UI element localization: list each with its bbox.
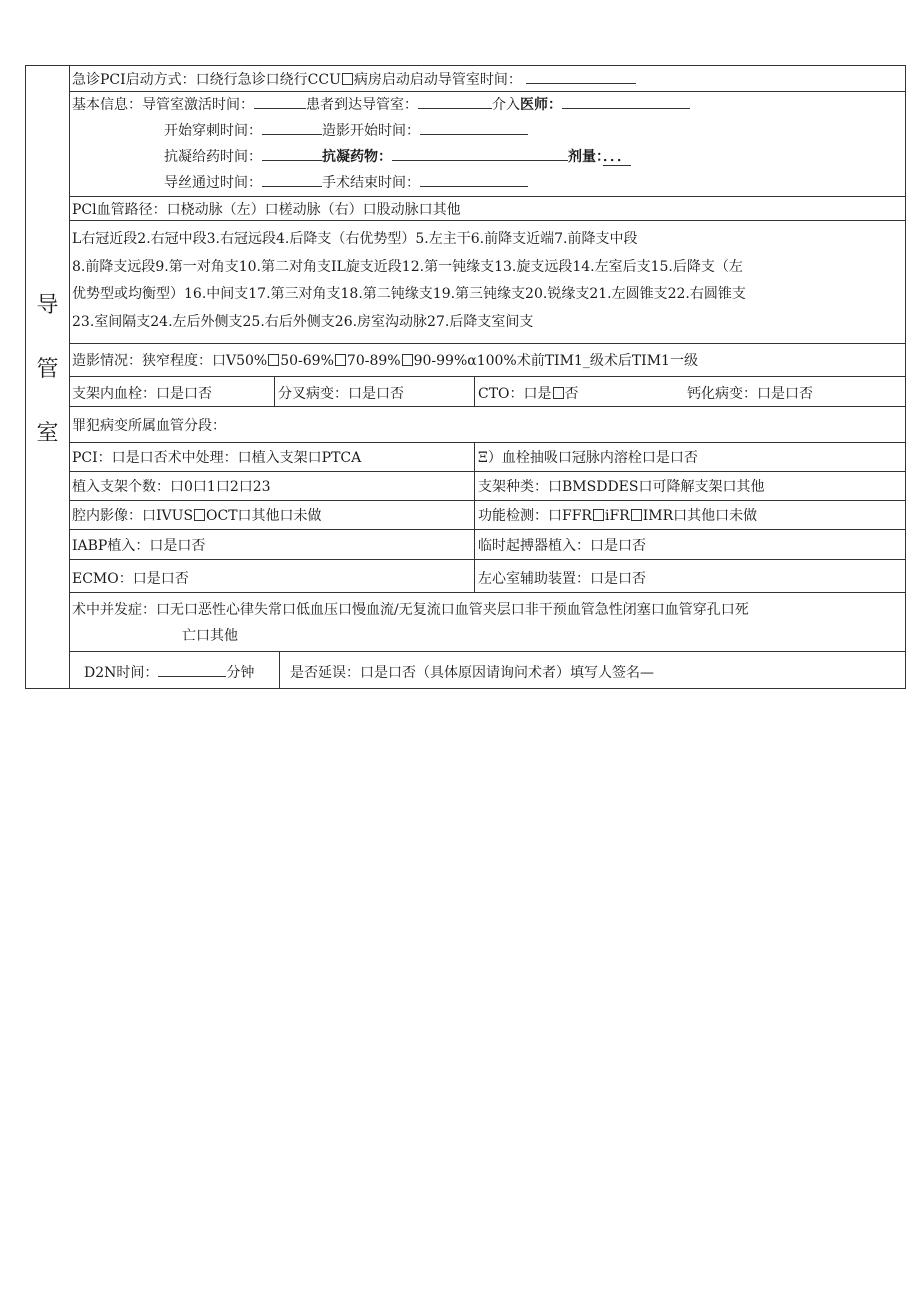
complications-text: 术中并发症：口无口恶性心律失常口低血压口慢血流/无复流口血管夹层口非干预血管急性闭塞口血管穿孔口死: [72, 602, 749, 618]
pci-route-text: PCl血管路径：口桡动脉（左）口槎动脉（右）口股动脉口其他: [72, 202, 461, 218]
iabp-text: IABP植入：口是口否: [72, 538, 206, 554]
pci-activation-row: [69, 66, 905, 92]
segment-line: 23.室间隔支24.左后外侧支25.右后外侧支26.房室沟动脉27.后降支室间支: [72, 314, 534, 330]
delay-text: 是否延误：口是口否（具体原因请询问术者）填写人签名—: [290, 665, 654, 681]
stent-thrombus-cell: [69, 377, 274, 406]
end-time-field[interactable]: [420, 174, 528, 187]
checkbox-icon[interactable]: [593, 509, 604, 521]
culprit-segment-row: [69, 407, 905, 443]
pci-cell: [69, 443, 474, 471]
pci-treatment-text: PCI：口是口否术中处理：口植入支架口PTCA: [72, 450, 362, 466]
checkbox-icon[interactable]: [631, 509, 642, 521]
basic-info-line-1: 基本信息：导管室激活时间： 患者到达导管室： 介入医师：: [72, 96, 690, 114]
pci-activation-text: 急诊PCI启动方式：口绕行急诊口绕行CCU 病房启动启动导管室时间：: [72, 71, 636, 89]
checkbox-icon[interactable]: [194, 509, 205, 521]
support-device-row: [69, 530, 905, 560]
ecmo-cell: [69, 560, 474, 592]
lvad-cell: [474, 560, 905, 592]
puncture-time-field[interactable]: [262, 122, 322, 135]
cto-calcify-cell: [474, 377, 905, 406]
catheter-lab-form: [25, 65, 906, 689]
lesion-features-row: [69, 377, 905, 407]
d2n-cell: [69, 652, 279, 688]
cto-text: CTO：口是 否: [478, 386, 579, 402]
pacemaker-cell: [474, 530, 905, 559]
basic-info-line-2: 开始穿刺时间： 造影开始时间：: [164, 122, 528, 140]
d2n-minutes-field[interactable]: [158, 664, 226, 677]
angio-time-field[interactable]: [420, 122, 528, 135]
anticoag-time-field[interactable]: [262, 148, 322, 161]
culprit-segment-text: 罪犯病变所属血管分段：: [72, 418, 226, 434]
d2n-row: [69, 652, 905, 688]
complications-row: [69, 593, 905, 652]
stent-count-cell: [69, 472, 474, 500]
anticoag-drug-field[interactable]: [392, 148, 568, 161]
lab-activation-field[interactable]: [254, 96, 306, 109]
stent-thrombus-text: 支架内血栓：口是口否: [72, 386, 212, 402]
basic-info-line-3: 抗凝给药时间： 抗凝药物： 剂量：．．．: [164, 149, 631, 165]
function-test-text: 功能检测：口FFR iFR IMR口其他口未做: [478, 508, 758, 524]
stent-type-text: 支架种类：口BMSDDES口可降解支架口其他: [478, 479, 765, 495]
stent-count-text: 植入支架个数：口0口1口2口23: [72, 479, 271, 495]
intravascular-imaging-cell: [69, 501, 474, 529]
lvad-text: 左心室辅助装置：口是口否: [478, 571, 646, 587]
calcification-text: 钙化病变：口是口否: [687, 386, 813, 402]
intravascular-imaging-text: 腔内影像：口IVUS OCT口其他口未做: [72, 508, 322, 524]
complications-text-cont: 亡口其他: [182, 628, 238, 644]
dose-field[interactable]: ．．．: [603, 149, 631, 165]
basic-info-row: [69, 92, 905, 197]
angiography-row: [69, 344, 905, 377]
imaging-row: [69, 501, 905, 530]
pci-treatment-row: [69, 443, 905, 472]
thrombus-aspiration-text: Ξ）血栓抽吸口冠脉内溶栓口是口否: [478, 450, 698, 466]
section-label-column: [26, 66, 70, 688]
basic-info-line-4: 导丝通过时间： 手术结束时间：: [164, 174, 528, 192]
ecmo-row: [69, 560, 905, 593]
pci-route-row: [69, 197, 905, 221]
section-label-char: 室: [36, 421, 59, 446]
pacemaker-text: 临时起搏器植入：口是口否: [478, 538, 646, 554]
thrombolysis-cell: [474, 443, 905, 471]
section-label-char: 管: [36, 357, 59, 382]
checkbox-icon[interactable]: [342, 73, 353, 85]
function-test-cell: [474, 501, 905, 529]
guidewire-time-field[interactable]: [262, 174, 322, 187]
doctor-field[interactable]: [562, 96, 690, 109]
delay-cell: [279, 652, 905, 688]
bifurcation-cell: [274, 377, 474, 406]
segment-line: 8.前降支远段9.第一对角支10.第二对角支IL旋支近段12.第一钝缘支13.旋支远段14.左室后支15.后降支（左: [72, 259, 743, 275]
vessel-segments-row: [69, 221, 905, 344]
stent-type-cell: [474, 472, 905, 500]
segment-line: L右冠近段2.右冠中段3.右冠远段4.后降支（右优势型）5.左主干6.前降支近端7.前降支中段: [72, 231, 638, 247]
activation-time-field[interactable]: [526, 71, 636, 84]
iabp-cell: [69, 530, 474, 559]
angiography-text: 造影情况：狭窄程度：口V50% 50-69% 70-89% 90-99%α100%术前TIM1_级术后TIM1一级: [72, 353, 698, 369]
d2n-text: D2N时间： 分钟: [84, 665, 255, 681]
bifurcation-text: 分叉病变：口是口否: [278, 386, 404, 402]
stent-row: [69, 472, 905, 501]
checkbox-icon[interactable]: [402, 354, 413, 366]
checkbox-icon[interactable]: [268, 354, 279, 366]
checkbox-icon[interactable]: [553, 387, 564, 399]
checkbox-icon[interactable]: [335, 354, 346, 366]
section-label-char: 导: [36, 293, 59, 318]
patient-arrival-field[interactable]: [418, 96, 492, 109]
segment-line: 优势型或均衡型）16.中间支17.第三对角支18.第二钝缘支19.第三钝缘支20.锐缘支21.左圆锥支22.右圆锥支: [72, 286, 746, 302]
ecmo-text: ECMO：口是口否: [72, 571, 189, 587]
